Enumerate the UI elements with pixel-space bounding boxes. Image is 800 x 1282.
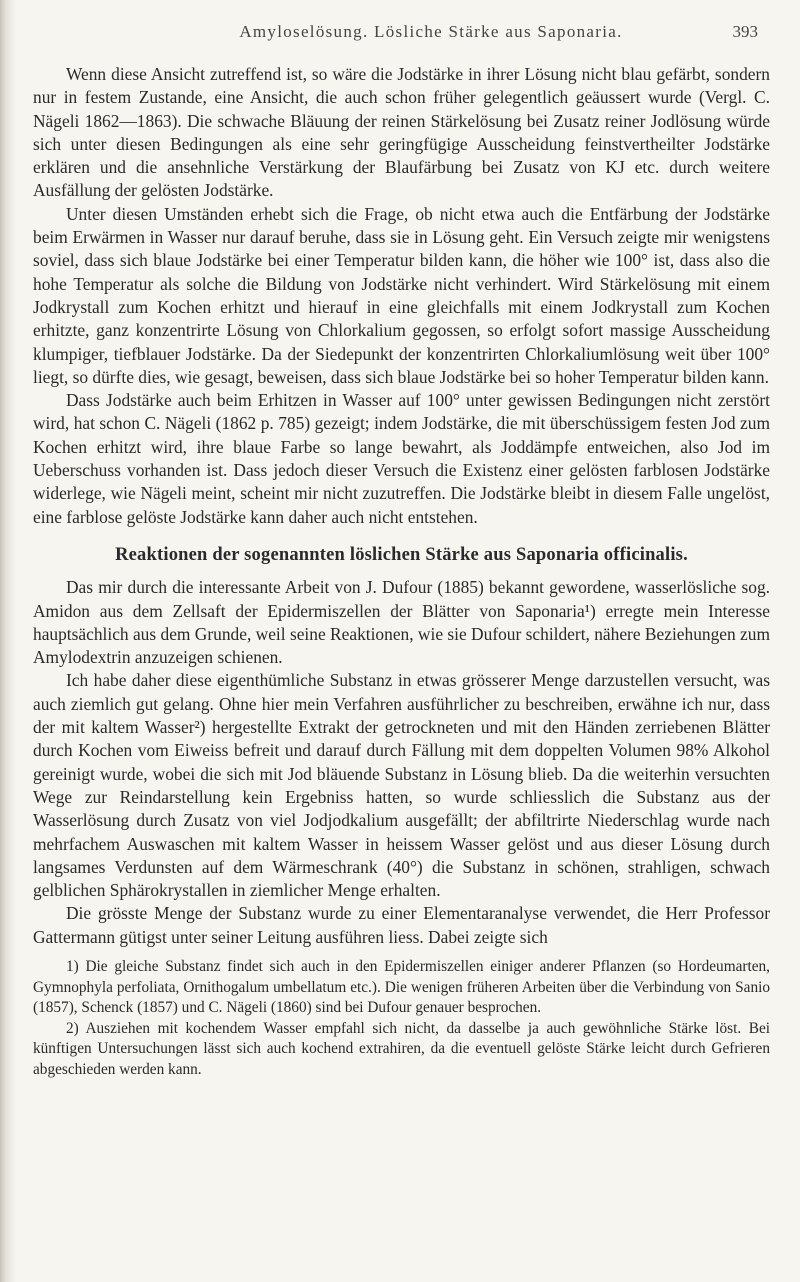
page-number: 393 <box>732 22 758 41</box>
paragraph: Die grösste Menge der Substanz wurde zu einer Elementaranalyse verwendet, die Herr Professor Gattermann gütigst unter seiner Leitung ausführen liess. Dabei zeigte sich <box>33 903 770 947</box>
paragraph: Das mir durch die interessante Arbeit von J. Dufour (1885) bekannt gewordene, wasserlösliche sog. Amidon aus dem Zellsaft der Epidermiszellen der Blätter von Saponaria¹) erregte mein Interesse hauptsächlich aus dem Grunde, weil seine Reaktionen, wie sie Dufour schildert, nähere Beziehungen zum Amylodextrin anzuzeigen schienen. <box>33 577 770 668</box>
footnote: 1) Die gleiche Substanz findet sich auch in den Epidermiszellen einiger anderer Pflanzen (so Hordeumarten, Gymnophyla perfoliata, Ornithogalum umbellatum etc.). Die wenigen früheren Arbeiten über die Verbindung von Sanio (1857), Schenck (1857) und C. Nägeli (1860) sind bei Dufour genauer besprochen. <box>33 957 770 1017</box>
paragraph: Ich habe daher diese eigenthümliche Substanz in etwas grösserer Menge darzustellen versucht, was auch ziemlich gut gelang. Ohne hier mein Verfahren ausführlicher zu beschreiben, erwähne ich nur, dass der mit kaltem Wasser²) hergestellte Extrakt der getrockneten und mit den Händen zerriebenen Blätter durch Kochen vom Eiweiss befreit und darauf durch Fällung mit dem doppelten Volumen 98% Alkohol gereinigt wurde, wobei die sich mit Jod bläuende Substanz in Lösung blieb. Da die weiterhin versuchten Wege zur Reindarstellung kein Ergebniss hatten, so wurde schliesslich die Substanz aus der Wasserlösung durch Zusatz von viel Jodjodkalium ausgefällt; der abfiltrirte Niederschlag wurde nach mehrfachem Auswaschen mit kaltem Wasser in heissem Wasser gelöst und aus dieser Lösung durch langsames Verdunsten auf dem Wärmeschrank (40°) die Substanz in schönen, strahligen, schwach gelblichen Sphärokrystallen in ziemlicher Menge erhalten. <box>33 670 770 901</box>
paragraph: Unter diesen Umständen erhebt sich die Frage, ob nicht etwa auch die Entfärbung der Jodstärke beim Erwärmen in Wasser nur darauf beruhe, dass sie in Lösung geht. Ein Versuch zeigte mir wenigstens soviel, dass sich blaue Jodstärke bei einer Temperatur bilden kann, die höher wie 100° ist, dass also die hohe Temperatur als solche die Bildung von Jodstärke nicht verhindert. Wird Stärkelösung mit einem Jodkrystall zum Kochen erhitzt und hierauf in eine gleichfalls mit einem Jodkrystall zum Kochen erhitzte, ganz konzentrirte Lösung von Chlorkalium gegossen, so erfolgt sofort massige Ausscheidung klumpiger, tiefblauer Jodstärke. Da der Siedepunkt der konzentrirten Chlorkaliumlösung weit über 100° liegt, so dürfte dies, wie gesagt, beweisen, dass sich blaue Jodstärke bei so hoher Temperatur bilden kann. <box>33 203 770 387</box>
section-heading: Reaktionen der sogenannten löslichen Stärke aus Saponaria officinalis. <box>115 544 688 565</box>
page-binding-shadow <box>0 0 16 1282</box>
page-header <box>104 22 758 46</box>
footnotes <box>33 957 770 1081</box>
running-title: Amyloselösung. Lösliche Stärke aus Saponaria. <box>239 22 623 41</box>
paragraph: Wenn diese Ansicht zutreffend ist, so wäre die Jodstärke in ihrer Lösung nicht blau gefärbt, sondern nur in festem Zustande, eine Ansicht, die auch schon früher gelegentlich geäussert wurde (Vergl. C. Nägeli 1862—1863). Die schwache Bläuung der reinen Stärkelösung bei Zusatz reiner Jodlösung würde sich unter diesen Bedingungen als eine sehr geringfügige Ausscheidung feinstvertheilter Jodstärke erklären und die ansehnliche Verstärkung der Blaufärbung bei Zusatz von KJ etc. durch weitere Ausfällung der gelösten Jodstärke. <box>33 64 770 201</box>
body-text <box>33 63 770 1081</box>
paragraph: Dass Jodstärke auch beim Erhitzen in Wasser auf 100° unter gewissen Bedingungen nicht zerstört wird, hat schon C. Nägeli (1862 p. 785) gezeigt; indem Jodstärke, die mit überschüssigem festen Jod zum Kochen erhitzt wird, ihre blaue Farbe so lange bewahrt, als Joddämpfe entweichen, also Jod im Ueberschuss vorhanden ist. Dass jedoch dieser Versuch die Existenz einer gelösten farblosen Jodstärke widerlege, wie Nägeli meint, scheint mir nicht zuzutreffen. Die Jodstärke bleibt in diesem Falle ungelöst, eine farblose gelöste Jodstärke kann daher auch nicht entstehen. <box>33 390 770 527</box>
footnote: 2) Ausziehen mit kochendem Wasser empfahl sich nicht, da dasselbe ja auch gewöhnliche Stärke löst. Bei künftigen Untersuchungen lässt sich auch kochend extrahiren, da die eventuell gelöste Stärke leicht durch Gefrieren abgeschieden werden kann. <box>33 1019 770 1078</box>
